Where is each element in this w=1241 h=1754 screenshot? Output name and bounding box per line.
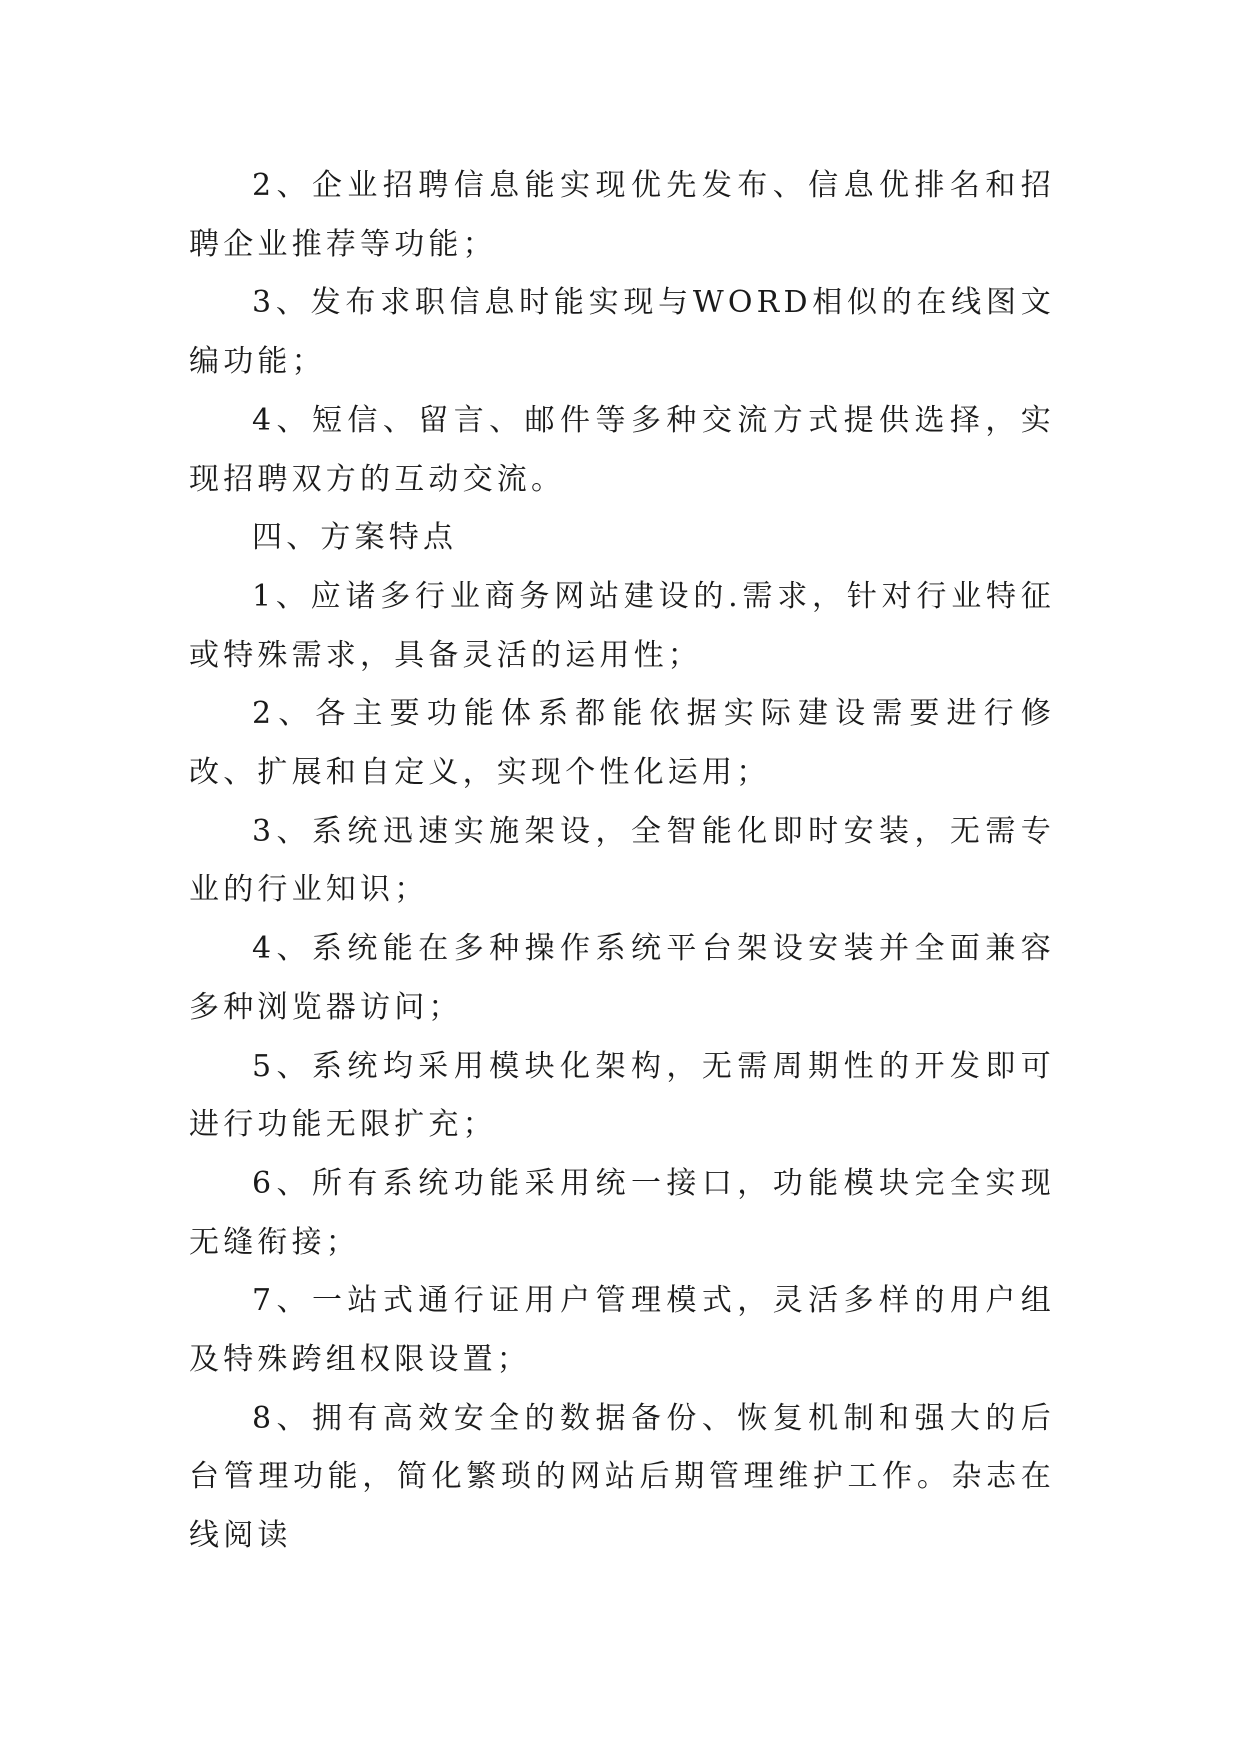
feature-item-5: 5、系统均采用模块化架构，无需周期性的开发即可进行功能无限扩充； (189, 1048, 1055, 1143)
document-body (189, 157, 1055, 1566)
feature-item-2: 2、各主要功能体系都能依据实际建设需要进行修改、扩展和自定义，实现个性化运用； (189, 696, 1055, 791)
feature-item-8: 8、拥有高效安全的数据备份、恢复机制和强大的后台管理功能，简化繁琐的网站后期管理维护工作。杂志在线阅读 (189, 1400, 1055, 1554)
paragraph-item-3: 3、发布求职信息时能实现与WORD相似的在线图文编功能； (189, 285, 1055, 380)
feature-item-1: 1、应诸多行业商务网站建设的.需求，针对行业特征或特殊需求，具备灵活的运用性； (189, 578, 1055, 673)
feature-item-7: 7、一站式通行证用户管理模式，灵活多样的用户组及特殊跨组权限设置； (189, 1283, 1055, 1378)
feature-item-6: 6、所有系统功能采用统一接口，功能模块完全实现无缝衔接； (189, 1165, 1055, 1260)
paragraph-item-4: 4、短信、留言、邮件等多种交流方式提供选择，实现招聘双方的互动交流。 (189, 402, 1055, 497)
section-heading: 四、方案特点 (252, 520, 458, 556)
feature-item-4: 4、系统能在多种操作系统平台架设安装并全面兼容多种浏览器访问； (189, 931, 1055, 1025)
paragraph-item-2: 2、企业招聘信息能实现优先发布、信息优排名和招聘企业推荐等功能； (189, 168, 1055, 262)
feature-item-3: 3、系统迅速实施架设，全智能化即时安装，无需专业的行业知识； (189, 813, 1055, 908)
